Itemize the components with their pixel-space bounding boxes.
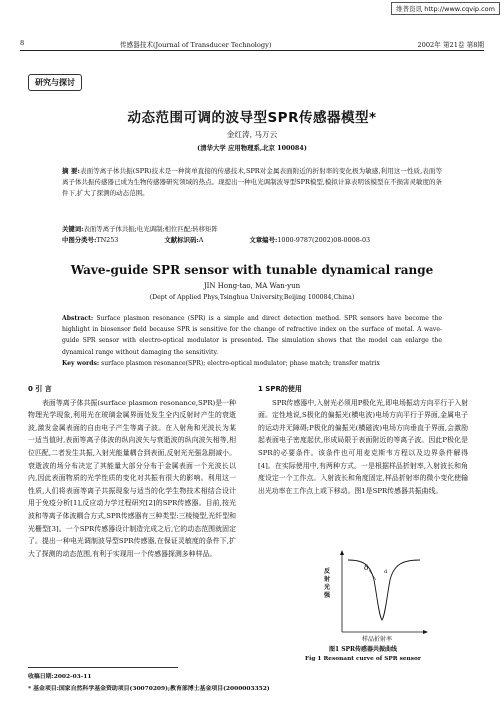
abstract-en-label: Abstract:	[62, 315, 94, 322]
doc-code-label: 文献标识码:	[164, 236, 199, 244]
header-rule	[20, 50, 484, 51]
section-1-heading: 1 SPR的使用	[258, 385, 302, 393]
keywords-zh	[62, 224, 442, 235]
doc-code	[164, 236, 225, 244]
footnote-received: 收稿日期:2002-03-11	[28, 673, 92, 680]
column-left	[28, 383, 236, 560]
article-no	[249, 236, 392, 244]
figure-1	[258, 548, 468, 643]
meta-zh	[62, 224, 442, 246]
article-no-label: 文章编号:	[249, 236, 278, 244]
journal-name: 传感器技术(Journal of Transducer Technology)	[120, 41, 272, 49]
affiliation-en: (Dept of Applied Phys,Tsinghua University,Beijing 100084,China)	[149, 294, 355, 301]
article-no-value: 1000-9787(2002)08-0008-03	[277, 236, 371, 244]
delta-pointer	[369, 570, 376, 580]
delta-label: δ	[364, 564, 369, 572]
keywords-zh-label: 关键词:	[62, 225, 84, 233]
title-en: Wave-guide SPR sensor with tunable dynamical range	[70, 263, 434, 277]
x-axis-label: 样品折射率	[362, 636, 393, 643]
abstract-en-text: Surface plasmon resonance (SPR) is a simple and direct detection method. SPR sensors have become the highlight in biosensor field because SPR is sensitive for the change of refractive index on the surface of metal. A wave-guide SPR sensor with electro-optical modulator is presented. The simulation shows that the model can enlarge the dynamical range without damaging the sensitivity.	[62, 315, 443, 356]
clc	[62, 236, 140, 244]
figure-caption-en: Fig 1 Resonant curve of SPR sensor	[305, 656, 421, 662]
section-1-text: SPR传感器中,入射光必须用P极化光,即电场振动方向平行于入射面。定性地说,S极化的偏振光(横电波)电场方向平行于界面,金属电子的运动并无障碍;P极化的偏振光(横磁波)电场方向垂直于界面,会激励起表面电子密度起伏,形成局限于表面附近的等离子波。因此P极化是SPR的必要条件。该条件也可用麦克斯韦方程以及边界条件解得[4]。在实际使用中,有两种方式。一是根据样品折射率,入射波长和角度设定一个工作点。入射波长和角度固定,样品折射率的微小变化使输出光功率在工作点上或下移动。图1是SPR传感器共振曲线。	[258, 398, 468, 495]
abstract-zh-text: 表面等离子体共振(SPR)技术是一种简单直接的传感技术,SPR对金属表面附近的折射率的变化极为敏感,利用这一性质,表面等离子体共振传感器已成为生物传感器研究领域的热点。现提出一种电光调制波导型SPR模型,模拟计算表明该模型在不损害灵敏度的条件下,扩大了探测的动态范围。	[62, 167, 442, 198]
figure-caption-zh: 图1 SPR传感器共振曲线	[328, 646, 398, 653]
section-0-text: 表面等离子体共振(surface plasmon resonance,SPR)是一种物理光学现象,利用光在玻璃金属界面处发生全内反射时产生的衰逝波,激发金属表面的自由电子产生等离子波。在入射角和光波长为某一适当值时,表面等离子体波的纵向波矢与衰逝波的纵向波矢相等,相位匹配,二者发生共振,入射光能量耦合到表面,反射光光强急剧减小。衰逝波的场分布决定了其能量大部分分布于金属表面一个光波长以内,因此表面物质的光学性质的变化对共振有很大的影响。利用这一性质,人们将表面等离子共振现象与适当的化学生物技术相结合设计用于免疫分析[1],反应动力学过程研究[2]的SPR传感器。目前,按光波和等离子体波耦合方式,SPR传感器有三种类型:三棱镜型,光纤型和光栅型[3]。一个SPR传感器设计制造完成之后,它的动态范围就固定了。提出一种电光调制波导型SPR传感器,在保证灵敏度的条件下,扩大了探测的动态范围,有利于实现用一个传感器探测多种样品。	[28, 398, 236, 558]
authors-en: JIN Hong-tao, MA Wan-yun	[203, 282, 301, 290]
column-right	[258, 383, 468, 497]
abstract-en	[62, 313, 442, 358]
section-tag: 研究与探讨	[28, 74, 82, 91]
footnote-fund: * 基金项目:国家自然科学基金资助项目(30070209);教育部博士基金项目(2000003352)	[28, 685, 270, 692]
x-axis-arrow	[423, 630, 428, 634]
y-axis-arrow	[340, 550, 344, 555]
authors-zh: 金红涛, 马万云	[226, 130, 278, 139]
abstract-zh	[62, 166, 442, 200]
keywords-en	[62, 359, 442, 369]
clc-label: 中图分类号:	[62, 236, 97, 244]
keywords-en-text: surface plasmon resonance(SPR); electro-optical modulator; phase match; transfer matrix	[101, 360, 380, 367]
watermark: 维普资讯 http://www.cqvip.com	[391, 2, 500, 15]
issue-info: 2002年 第21卷 第8期	[417, 41, 484, 49]
abstract-zh-label: 摘 要:	[62, 167, 80, 175]
section-0-heading: 0 引 言	[28, 385, 52, 393]
footnote-rule	[28, 667, 178, 668]
title-zh: 动态范围可调的波导型SPR传感器模型*	[127, 110, 377, 126]
doc-code-value: A	[198, 236, 204, 244]
classification-row	[62, 235, 442, 246]
curve-mark: d	[384, 569, 388, 575]
y-axis-label: 反射光强	[324, 568, 331, 599]
resonance-curve-svg	[258, 548, 468, 640]
affiliation-zh: (清华大学 应用物理系,北京 100084)	[197, 144, 307, 152]
keywords-zh-text: 表面等离子体共振;电光调制;相位匹配;转移矩阵	[83, 225, 218, 233]
clc-value: TN253	[96, 236, 119, 244]
page-number: 8	[20, 39, 25, 47]
keywords-en-label: Key words:	[62, 360, 100, 367]
